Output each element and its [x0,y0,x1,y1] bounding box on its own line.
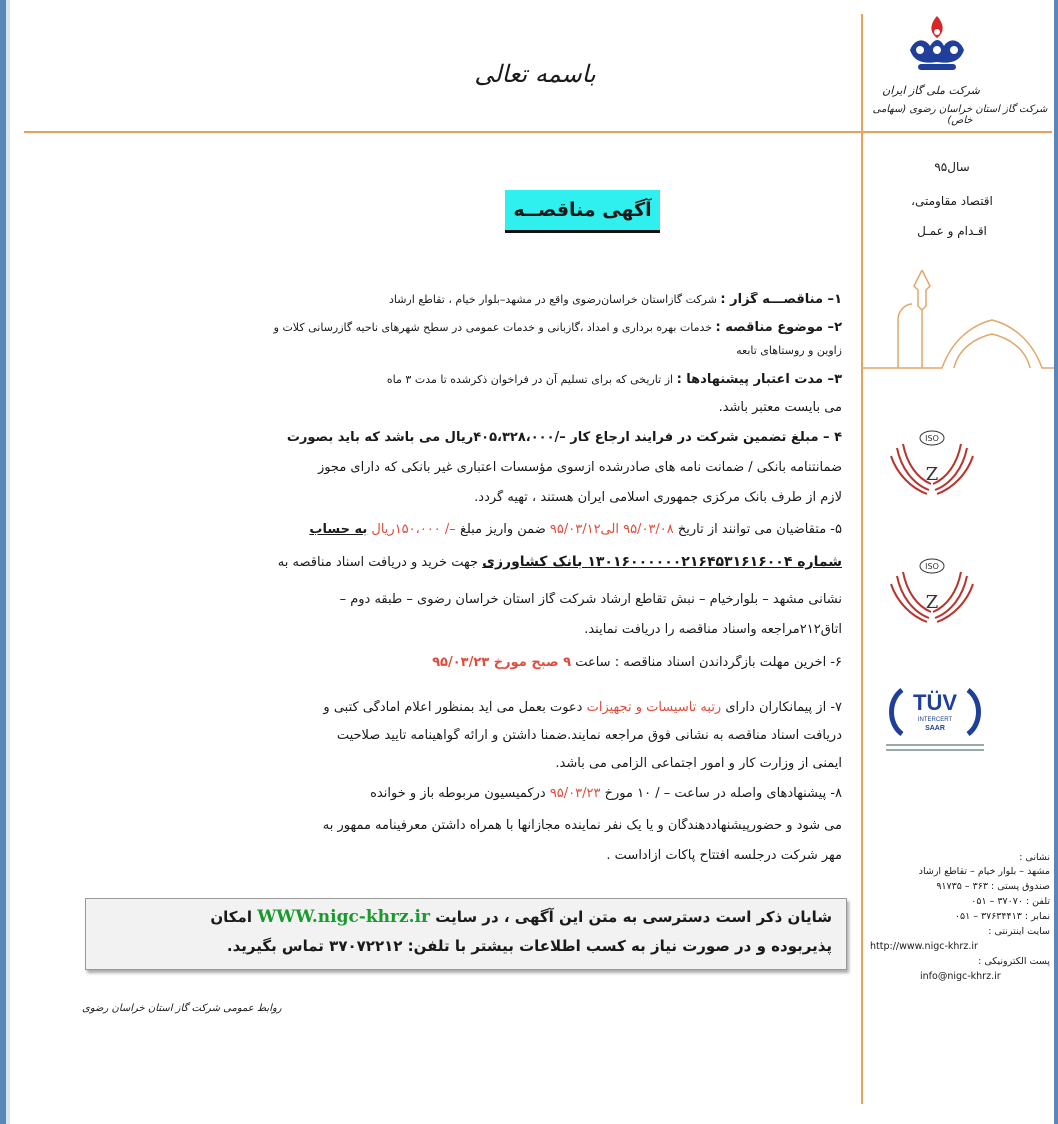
item-2-line-2: زاوین و روستاهای تابعه [736,344,842,357]
item-1-text: شرکت گازاستان خراسان‌رضوی واقع در مشهد–بلوار خیام ، تقاطع ارشاد [388,293,717,306]
tuv-sub-label: INTERCERT [917,717,953,723]
tuv-label: TÜV [913,690,957,715]
iso-emblem-icon [887,556,977,626]
address-line-3: تلفن : ۳۷۰۷۰ – ۰۵۱ [971,896,1050,907]
bank-account: شماره ۱۳۰۱۶۰۰۰۰۰۰۲۱۶۴۵۳۱۶۱۶۰۰۴ بانک کشاورزی [482,554,842,570]
item-1-label: ۱– مناقصـــه گزار : [720,292,842,307]
svg-text:Z: Z [925,592,939,613]
page-title: باسمه تعالی [474,60,596,88]
item-5-text-a: ۵- متقاضیان می توانند از تاریخ [677,522,842,537]
item-4-text: –/۴۰۵،۳۲۸،۰۰۰ریال می باشد که باید بصورت [286,430,566,445]
item-2-text: خدمات بهره برداری و امداد ،گازبانی و خدمات عمومی در سطح شهرهای ناحیه گازرسانی کلات و [273,321,713,334]
item-8-date: ۹۵/۰۳/۲۳ [549,786,601,801]
logo-caption-national: شرکت ملی گاز ایران [882,84,980,97]
item-4-label: ۴ – مبلغ تضمین شرکت در فرایند ارجاع کار [570,430,842,445]
item-5-line-3: نشانی مشهد – بلوارخیام – نبش تقاطع ارشاد شرکت گاز استان خراسان رضوی – طبقه دوم – [339,592,842,607]
tuv-badge [880,680,990,770]
item-8-text-a: ۸- پیشنهادهای واصله در ساعت – / ۱۰ مورخ [604,786,842,801]
item-4-line-2: ضمانتنامه بانکی / ضمانت نامه های صادرشده ازسوی مؤسسات اعتباری غیر بانکی که دارای مجوز [317,460,842,475]
item-5-line-2-text: جهت خرید و دریافت اسناد مناقصه به [277,555,479,570]
slogan-line-2: اقتصاد مقاومتی، [911,194,993,208]
item-2 [90,320,842,335]
iso-badge-1 [887,428,977,518]
item-5 [90,522,842,537]
window-left-border-inner [6,0,10,1124]
item-7-line-2: دریافت اسناد مناقصه به نشانی فوق مراجعه نمایند.ضمنا داشتن و ارائه گواهینامه تأیید صلاحیت [336,728,842,743]
address-title: نشانی : [1019,852,1050,863]
iso-label-2: ISO [925,562,939,571]
item-3-text: از تاریخی که برای تسلیم آن در فراخوان ذکرشده تا مدت ۳ ماه [386,373,674,386]
item-5-text-c: به حساب [309,522,368,537]
item-4 [90,430,842,445]
item-8-line-2: می شود و حضورپیشنهاددهندگان و یا یک نفر نماینده مجازآنها با همراه داشتن معرفینامه ممهور به [322,818,842,833]
item-7-rank: رتبه تاسیسات و تجهیزات [586,700,722,715]
item-5-line-2 [90,554,842,570]
item-4-line-3: لازم از طرف بانک مرکزی جمهوری اسلامی ایران هستند ، تهیه گردد. [474,490,842,505]
item-3-line-2: می بایست معتبر باشد. [718,400,842,415]
slogan-year: سال۹۵ [934,160,970,174]
item-7-text-b: دعوت بعمل می آید بمنظور اعلام آمادگی کتبی و [323,700,583,715]
item-6-time: ۹ صبح مورخ ۹۵/۰۳/۲۳ [432,655,572,670]
iso-label-1: ISO [925,434,939,443]
ad-title: آگهی مناقصــه [505,190,660,233]
tuv-emblem-icon [880,680,990,760]
window-right-border [1054,0,1058,1124]
email-link[interactable]: info@nigc-khrz.ir [920,971,1001,982]
address-line-4: نمابر : ۳۷۶۳۴۴۱۳ – ۰۵۱ [954,911,1050,922]
slogan-line-3: اقـدام و عمـل [917,224,987,238]
address-line-7: پست الکترونیکی : [978,956,1050,967]
address-line-5: سایت اینترنتی : [988,926,1050,937]
footer-signature: روابط عمومی شرکت گاز استان خراسان رضوی [82,1003,282,1014]
item-5-line-4: اتاق۲۱۲مراجعه واسناد مناقصه را دریافت نمایند. [584,622,842,637]
item-7 [90,700,842,715]
notice-url-link[interactable]: WWW.nigc-khrz.ir [257,907,430,927]
item-6-text: ۶- آخرین مهلت بازگرداندن اسناد مناقصه : ساعت [575,655,842,670]
website-link[interactable]: http://www.nigc-khrz.ir [870,941,978,952]
item-8-line-3: مهر شرکت درجلسه افتتاح پاکات آزاداست . [606,848,842,863]
item-2-label: ۲– موضوع مناقصه : [715,320,842,335]
item-1 [90,292,842,307]
shrine-illustration-icon [862,270,1054,380]
sidebar-divider [861,14,863,1104]
header-divider [24,131,1052,133]
notice-line-1 [92,907,832,927]
item-6 [90,655,842,670]
iso-emblem-icon [887,428,977,498]
iso-badge-2 [887,556,977,646]
address-line-1: مشهد – بلوار خیام – تقاطع ارشاد [918,866,1050,877]
tuv-saar-label: SAAR [925,725,945,732]
item-7-text-a: ۷- از پیمانکاران دارای [725,700,842,715]
item-7-line-3: ایمنی از وزارت کار و امور اجتماعی الزامی می باشد. [555,756,842,771]
item-3-label: ۳– مدت اعتبار پیشنهادها : [676,372,842,387]
item-5-amount: –/ ۱۵۰،۰۰۰ریال [371,522,456,537]
item-3 [90,372,842,387]
notice-text-b: امکان [210,908,252,926]
item-8-text-b: درکمیسیون مربوطه باز و خوانده [370,786,546,801]
logo-caption-provincial: شرکت گاز استان خراسان رضوی (سهامی خاص) [872,104,1048,126]
svg-text:Z: Z [925,464,939,485]
address-line-2: صندوق پستی : ۳۶۳ – ۹۱۷۳۵ [936,881,1050,892]
gas-company-logo-icon [880,10,1050,90]
notice-text-a: شایان ذکر است دسترسی به متن این آگهی ، در سایت [435,908,832,926]
notice-box [85,898,847,970]
notice-line-2: پذیربوده و در صورت نیاز به کسب اطلاعات بیشتر با تلفن: ۳۷۰۷۲۲۱۲ تماس بگیرید. [226,937,832,955]
item-5-text-b: ضمن واریز مبلغ [459,522,546,537]
item-8 [90,786,842,801]
item-5-dates: ۹۵/۰۳/۰۸ الی۹۵/۰۳/۱۲ [549,522,674,537]
